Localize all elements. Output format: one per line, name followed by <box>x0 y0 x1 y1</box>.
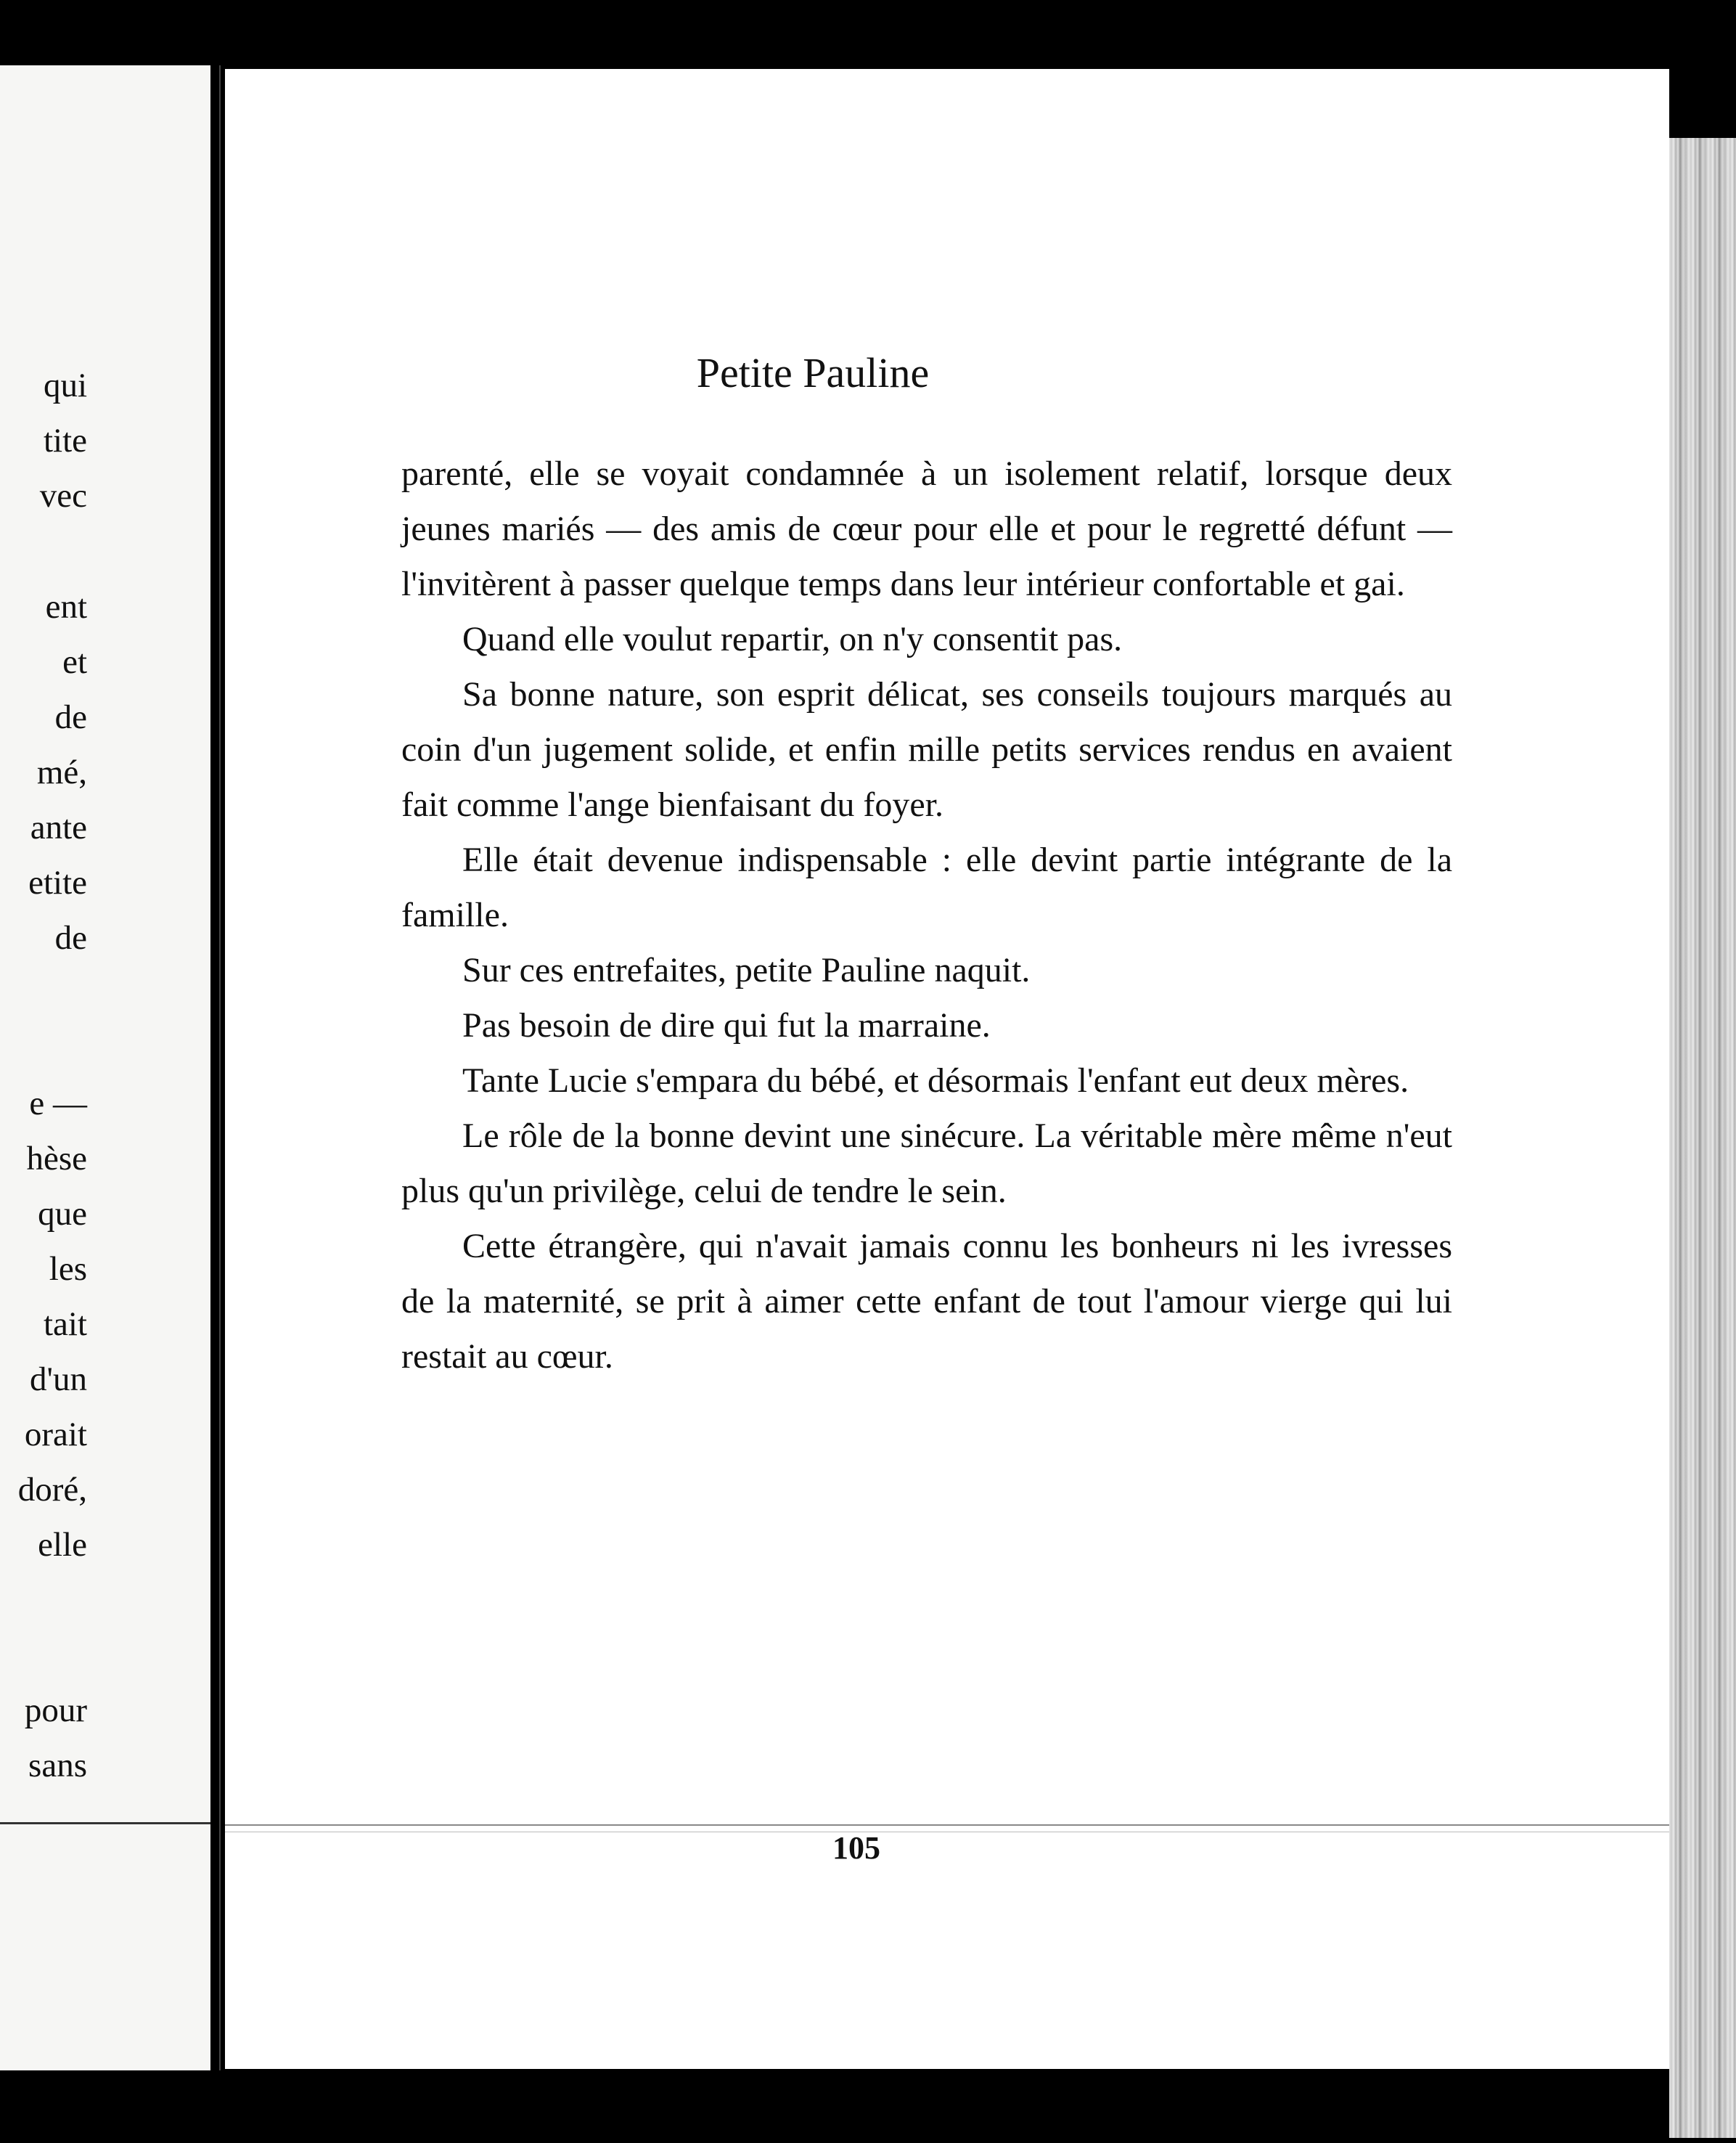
current-page <box>225 69 1669 2069</box>
left-page-fragment: que <box>38 1195 87 1233</box>
left-page-fragment: elle <box>38 1526 87 1564</box>
left-page-fragment: ent <box>45 588 87 626</box>
left-page-fragment: et <box>62 643 87 681</box>
left-page-fragment: mé, <box>36 754 87 791</box>
paragraph: Cette étrangère, qui n'avait jamais connu les bonheurs ni les ivresses de la maternité, se prit à aimer cette enfant de tout l'amour vierge qui lui restait au cœur. <box>401 1227 1452 1376</box>
left-page-fragment: e — <box>29 1085 87 1122</box>
paragraph: Sur ces entrefaites, petite Pauline naquit. <box>462 951 1031 989</box>
book-gutter <box>210 65 225 2070</box>
left-page-fragment: vec <box>39 477 87 515</box>
paragraph: Sa bonne nature, son esprit délicat, ses conseils toujours marqués au coin d'un jugement solide, et enfin mille petits services rendus en avaient fait comme l'ange bienfaisant du foyer. <box>401 675 1452 824</box>
left-page-fragment: d'un <box>30 1360 87 1398</box>
left-page-fragment: sans <box>28 1747 87 1784</box>
paragraph: Pas besoin de dire qui fut la marraine. <box>462 1006 991 1045</box>
left-page-fragment: etite <box>28 864 87 902</box>
left-page-fragment: qui <box>43 367 87 404</box>
paragraph: parenté, elle se voyait condamnée à un isolement relatif, lorsque deux jeunes mariés — des amis de cœur pour elle et pour le regretté défunt — l'invitèrent à passer quelque temps dans leur intérieur confortable et gai. <box>401 454 1452 603</box>
left-page-fragment: orait <box>24 1416 87 1453</box>
page-stack-edge <box>1669 138 1736 2138</box>
left-page-fragment: de <box>54 919 87 957</box>
left-page-fragment: doré, <box>17 1471 87 1509</box>
left-page-footer-rule <box>0 1822 210 1824</box>
running-head: Petite Pauline <box>696 349 930 396</box>
left-page-fragment: les <box>49 1250 87 1288</box>
left-page-fragment: pour <box>24 1691 87 1729</box>
previous-page <box>0 65 210 2070</box>
page-number: 105 <box>832 1830 880 1866</box>
paragraph: Tante Lucie s'empara du bébé, et désormais l'enfant eut deux mères. <box>462 1061 1409 1100</box>
left-page-fragment: tait <box>43 1305 87 1343</box>
left-page-fragment: de <box>54 698 87 736</box>
footer-rule <box>225 1824 1669 1826</box>
paragraph: Quand elle voulut repartir, on n'y consentit pas. <box>462 620 1123 658</box>
paragraph: Le rôle de la bonne devint une sinécure. La véritable mère même n'eut plus qu'un privilège, celui de tendre le sein. <box>401 1117 1452 1210</box>
left-page-fragment: ante <box>30 809 87 846</box>
paragraph: Elle était devenue indispensable : elle devint partie intégrante de la famille. <box>401 841 1452 934</box>
left-page-fragment: tite <box>43 422 87 460</box>
page-body <box>401 446 1452 1384</box>
left-page-fragment: hèse <box>26 1140 87 1177</box>
